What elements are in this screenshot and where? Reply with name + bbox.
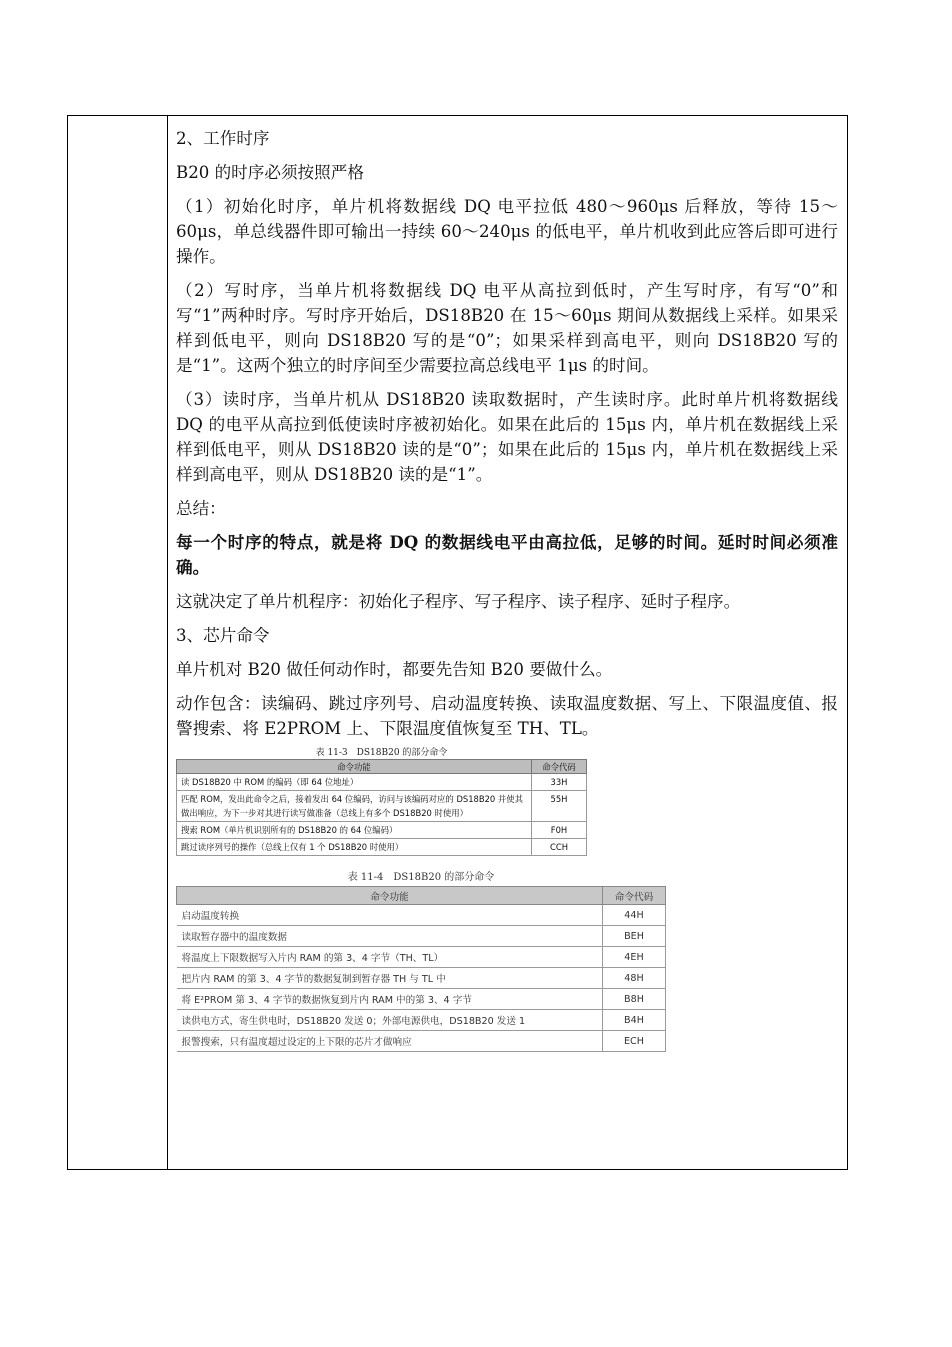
summary-bold: 每一个时序的特点，就是将 DQ 的数据线电平由高拉低，足够的时间。延时时间必须准确。 — [176, 532, 838, 577]
intro-line: B20 的时序必须按照严格 — [176, 163, 364, 182]
table1-code-cell: 33H — [532, 774, 587, 791]
write-timing-paragraph: （2）写时序，当单片机将数据线 DQ 电平从高拉到低时，产生写时序，有写“0”和写“1”两种时序。写时序开始后，DS18B20 在 15～60μs 期间从数据线上采样。如果采样到低电平，则向 DS18B20 写的是“0”；如果采样到高电平，则向 DS18B20 写的是“1”。这两个独立的时序间至少需要拉高总线电平 1μs 的时间。 — [176, 281, 838, 375]
table2-func-cell: 读供电方式，寄生供电时，DS18B20 发送 0；外部电源供电，DS18B20 发送 1 — [177, 1010, 603, 1031]
table-row — [177, 1031, 666, 1052]
table1-header-function: 命令功能 — [177, 760, 532, 774]
table1-code-cell: F0H — [532, 822, 587, 839]
table-row — [177, 947, 666, 968]
table1-func-cell: 读 DS18B20 中 ROM 的编码（即 64 位地址） — [177, 774, 532, 791]
table1-header-code: 命令代码 — [532, 760, 587, 774]
section3-heading: 3、芯片命令 — [176, 626, 270, 645]
table1-func-cell: 跳过读序列号的操作（总线上仅有 1 个 DS18B20 时使用） — [177, 839, 532, 856]
table-row — [177, 774, 587, 791]
column-divider — [167, 116, 168, 1169]
table-row — [177, 905, 666, 926]
table1-code-cell: CCH — [532, 839, 587, 856]
read-timing-paragraph: （3）读时序，当单片机从 DS18B20 读取数据时，产生读时序。此时单片机将数据线 DQ 的电平从高拉到低使读时序被初始化。如果在此后的 15μs 内，单片机在数据线上采样到低电平，则从 DS18B20 读的是“0”；如果在此后的 15μs 内，单片机在数据线上采样到高电平，则从 DS18B20 读的是“1”。 — [176, 390, 838, 484]
init-timing-paragraph: （1）初始化时序，单片机将数据线 DQ 电平拉低 480～960μs 后释放，等待 15～60μs，单总线器件即可输出一持续 60～240μs 的低电平，单片机收到此应答后即可进行操作。 — [176, 197, 838, 266]
table2-code-cell: BEH — [603, 926, 666, 947]
table2-func-cell: 报警搜索，只有温度超过设定的上下限的芯片才做响应 — [177, 1031, 603, 1052]
table2-code-cell: 44H — [603, 905, 666, 926]
table2-func-cell: 启动温度转换 — [177, 905, 603, 926]
table-row — [177, 989, 666, 1010]
table2-func-cell: 将 E²PROM 第 3、4 字节的数据恢复到片内 RAM 中的第 3、4 字节 — [177, 989, 603, 1010]
table-row — [177, 791, 587, 822]
table2-header-function: 命令功能 — [177, 887, 603, 905]
summary-label: 总结： — [176, 499, 226, 518]
table-11-3-caption: 表 11-3 DS18B20 的部分命令 — [315, 748, 448, 758]
table-row — [177, 822, 587, 839]
table-row — [177, 1010, 666, 1031]
table-11-4-caption: 表 11-4 DS18B20 的部分命令 — [347, 872, 495, 883]
table2-func-cell: 把片内 RAM 的第 3、4 字节的数据复制到暂存器 TH 与 TL 中 — [177, 968, 603, 989]
program-note: 这就决定了单片机程序：初始化子程序、写子程序、读子程序、延时子程序。 — [176, 592, 741, 611]
table-row — [177, 839, 587, 856]
table2-header-code: 命令代码 — [603, 887, 666, 905]
content-cell — [176, 126, 838, 1052]
table2-func-cell: 将温度上下限数据写入片内 RAM 的第 3、4 字节（TH、TL） — [177, 947, 603, 968]
table1-code-cell: 55H — [532, 791, 587, 822]
table1-func-cell: 匹配 ROM，发出此命令之后，接着发出 64 位编码，访问与该编码对应的 DS18B20 并使其做出响应，为下一步对其进行读写做准备（总线上有多个 DS18B20 时使用） — [177, 791, 532, 822]
table-11-3 — [176, 759, 587, 856]
section2-heading: 2、工作时序 — [176, 129, 270, 148]
command-actions: 动作包含：读编码、跳过序列号、启动温度转换、读取温度数据、写上、下限温度值、报警搜索、将 E2PROM 上、下限温度值恢复至 TH、TL。 — [176, 694, 838, 738]
table2-func-cell: 读取暂存器中的温度数据 — [177, 926, 603, 947]
command-intro: 单片机对 B20 做任何动作时，都要先告知 B20 要做什么。 — [176, 660, 613, 679]
document-frame — [67, 115, 848, 1170]
table2-code-cell: 4EH — [603, 947, 666, 968]
table1-func-cell: 搜索 ROM（单片机识别所有的 DS18B20 的 64 位编码） — [177, 822, 532, 839]
table2-code-cell: B4H — [603, 1010, 666, 1031]
table2-code-cell: B8H — [603, 989, 666, 1010]
table2-code-cell: 48H — [603, 968, 666, 989]
table-11-4 — [176, 886, 666, 1052]
table-row — [177, 926, 666, 947]
table-row — [177, 968, 666, 989]
table2-code-cell: ECH — [603, 1031, 666, 1052]
